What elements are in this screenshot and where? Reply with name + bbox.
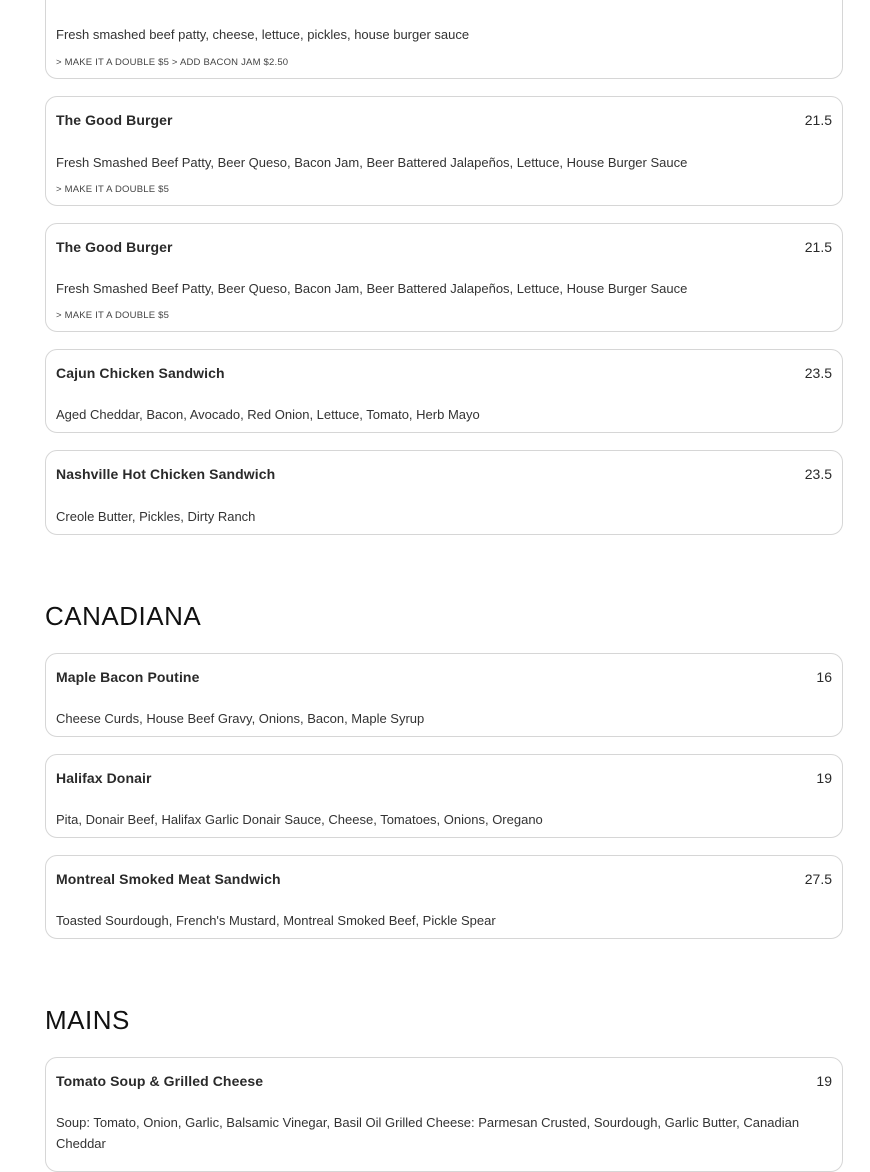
item-name: The Good Burger <box>56 239 173 255</box>
item-extras: > MAKE IT A DOUBLE $5 > ADD BACON JAM $2.50 <box>56 57 289 68</box>
item-price: 21.5 <box>804 239 832 255</box>
item-description: Pita, Donair Beef, Halifax Garlic Donair Sauce, Cheese, Tomatoes, Onions, Oregano <box>56 812 543 827</box>
item-price: 23.5 <box>804 365 832 381</box>
item-extras: > MAKE IT A DOUBLE $5 <box>56 310 170 321</box>
item-name: Cajun Chicken Sandwich <box>56 365 225 381</box>
item-price: 16 <box>816 669 832 685</box>
item-price: 19 <box>816 770 832 786</box>
item-name: Nashville Hot Chicken Sandwich <box>56 466 276 482</box>
item-name: Tomato Soup & Grilled Cheese <box>56 1073 264 1089</box>
item-extras: > MAKE IT A DOUBLE $5 <box>56 184 170 195</box>
item-name: Montreal Smoked Meat Sandwich <box>56 871 281 887</box>
item-description: Fresh smashed beef patty, cheese, lettuce, pickles, house burger sauce <box>56 27 470 42</box>
menu-item-card[interactable] <box>45 653 843 737</box>
item-price: 21.5 <box>804 112 832 128</box>
menu-item-card[interactable] <box>45 0 843 79</box>
menu-item-card[interactable] <box>45 223 843 332</box>
item-price: 27.5 <box>804 871 832 887</box>
section-heading-mains: MAINS <box>45 1005 130 1035</box>
menu-item-card[interactable] <box>45 855 843 939</box>
item-description: Toasted Sourdough, French's Mustard, Montreal Smoked Beef, Pickle Spear <box>56 913 496 928</box>
item-price: 19 <box>816 1073 832 1089</box>
section-heading-canadiana: CANADIANA <box>45 601 202 631</box>
item-price: 23.5 <box>804 466 832 482</box>
menu-item-card[interactable] <box>45 349 843 433</box>
item-description: Cheese Curds, House Beef Gravy, Onions, Bacon, Maple Syrup <box>56 711 425 726</box>
item-description: Aged Cheddar, Bacon, Avocado, Red Onion, Lettuce, Tomato, Herb Mayo <box>56 407 480 422</box>
item-description: Fresh Smashed Beef Patty, Beer Queso, Bacon Jam, Beer Battered Jalapeños, Lettuce, House Burger Sauce <box>56 281 688 296</box>
menu-item-card[interactable] <box>45 450 843 535</box>
item-name: The Good Burger <box>56 112 173 128</box>
item-description: Soup: Tomato, Onion, Garlic, Balsamic Vinegar, Basil Oil Grilled Cheese: Parmesan Crusted, Sourdough, Garlic Butter, Canadian Cheddar <box>56 1115 800 1151</box>
item-name: Maple Bacon Poutine <box>56 669 200 685</box>
menu-item-card[interactable] <box>45 1057 843 1172</box>
item-description: Fresh Smashed Beef Patty, Beer Queso, Bacon Jam, Beer Battered Jalapeños, Lettuce, House Burger Sauce <box>56 155 688 170</box>
item-name: Halifax Donair <box>56 770 152 786</box>
menu-item-card[interactable] <box>45 96 843 206</box>
menu-item-card[interactable] <box>45 754 843 838</box>
item-description: Creole Butter, Pickles, Dirty Ranch <box>56 509 256 524</box>
